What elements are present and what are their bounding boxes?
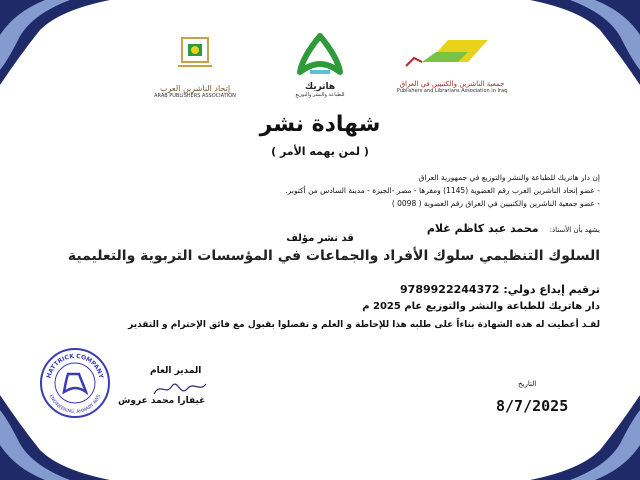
date-value: 8/7/2025 — [496, 397, 569, 415]
corner-decoration-top-left — [0, 0, 120, 90]
general-manager-title: المدير العام — [150, 366, 202, 376]
hattrick-arabic: هاتريك — [304, 82, 336, 92]
certificate-title: شهادة نشر — [259, 112, 381, 137]
arab-publishers-logo — [150, 32, 240, 102]
company-stamp — [38, 346, 112, 420]
publishers-librarians-english: Publishers and Librarians Association in Iraq — [396, 88, 508, 94]
corner-decoration-top-right — [520, 0, 640, 90]
isbn: ترقيم إيداع دولي: 9789922244372 — [400, 283, 600, 296]
hattrick-tagline: للطباعة والنشر والتوزيع — [295, 92, 345, 98]
hattrick-logo — [288, 32, 352, 102]
hattrick-triangle-icon — [288, 32, 352, 78]
open-book-icon — [392, 32, 512, 76]
general-manager-name: غيفارا محمد عروش — [118, 396, 206, 406]
authored-label: قد نشر مؤلف — [286, 233, 354, 244]
arab-publishers-english: ARAB PUBLISHERS ASSOCIATION — [154, 93, 236, 99]
intro-line-1: إن دار هاتريك للطباعة والنشر والتوزيع في جمهورية العراق — [418, 173, 600, 182]
arab-publishers-emblem-icon — [150, 32, 240, 80]
arab-publishers-arabic: إتحاد الناشرين العرب — [159, 84, 231, 93]
intro-line-2: - عضو إتحاد الناشرين العرب رقم العضوية (1145) ومقرها - مصر -الجيزة - مدينة السادس من أكتوبر. — [285, 186, 600, 195]
certificate-subtitle: ( لمن يهمه الأمر ) — [271, 145, 369, 158]
stamp-top-text: HATTRICK COMPANY — [45, 352, 105, 380]
publishers-librarians-arabic: جمعية الناشرين والكتبيين في العراق — [399, 80, 505, 88]
book-title: السلوك التنظيمي سلوك الأفراد والجماعات في المؤسسات التربوية والتعليمية — [67, 248, 600, 264]
publishers-librarians-logo — [392, 32, 512, 102]
date-label: التاريخ — [518, 380, 537, 388]
publisher-year: دار هاتريك للطباعة والنشر والتوزيع عام 2025 م — [362, 301, 600, 312]
witness-label: يشهد بأن الأستاذ: — [549, 226, 600, 234]
stamp-bottom-text: ENGINEERING, AHMADY AWS — [47, 394, 103, 416]
intro-line-3: - عضو جمعية الناشرين والكتبيين في العراق رقم العضوية ( 0098 ) — [391, 199, 600, 208]
author-name: محمد عبد كاظم غلام — [426, 222, 539, 235]
certificate-statement: لقـد أعطيت له هذه الشهادة بناءاً على طلبه هذا للإحاطة و العلم و تفضلوا بقبول مع فائق الإحترام و التقدير — [128, 320, 600, 330]
